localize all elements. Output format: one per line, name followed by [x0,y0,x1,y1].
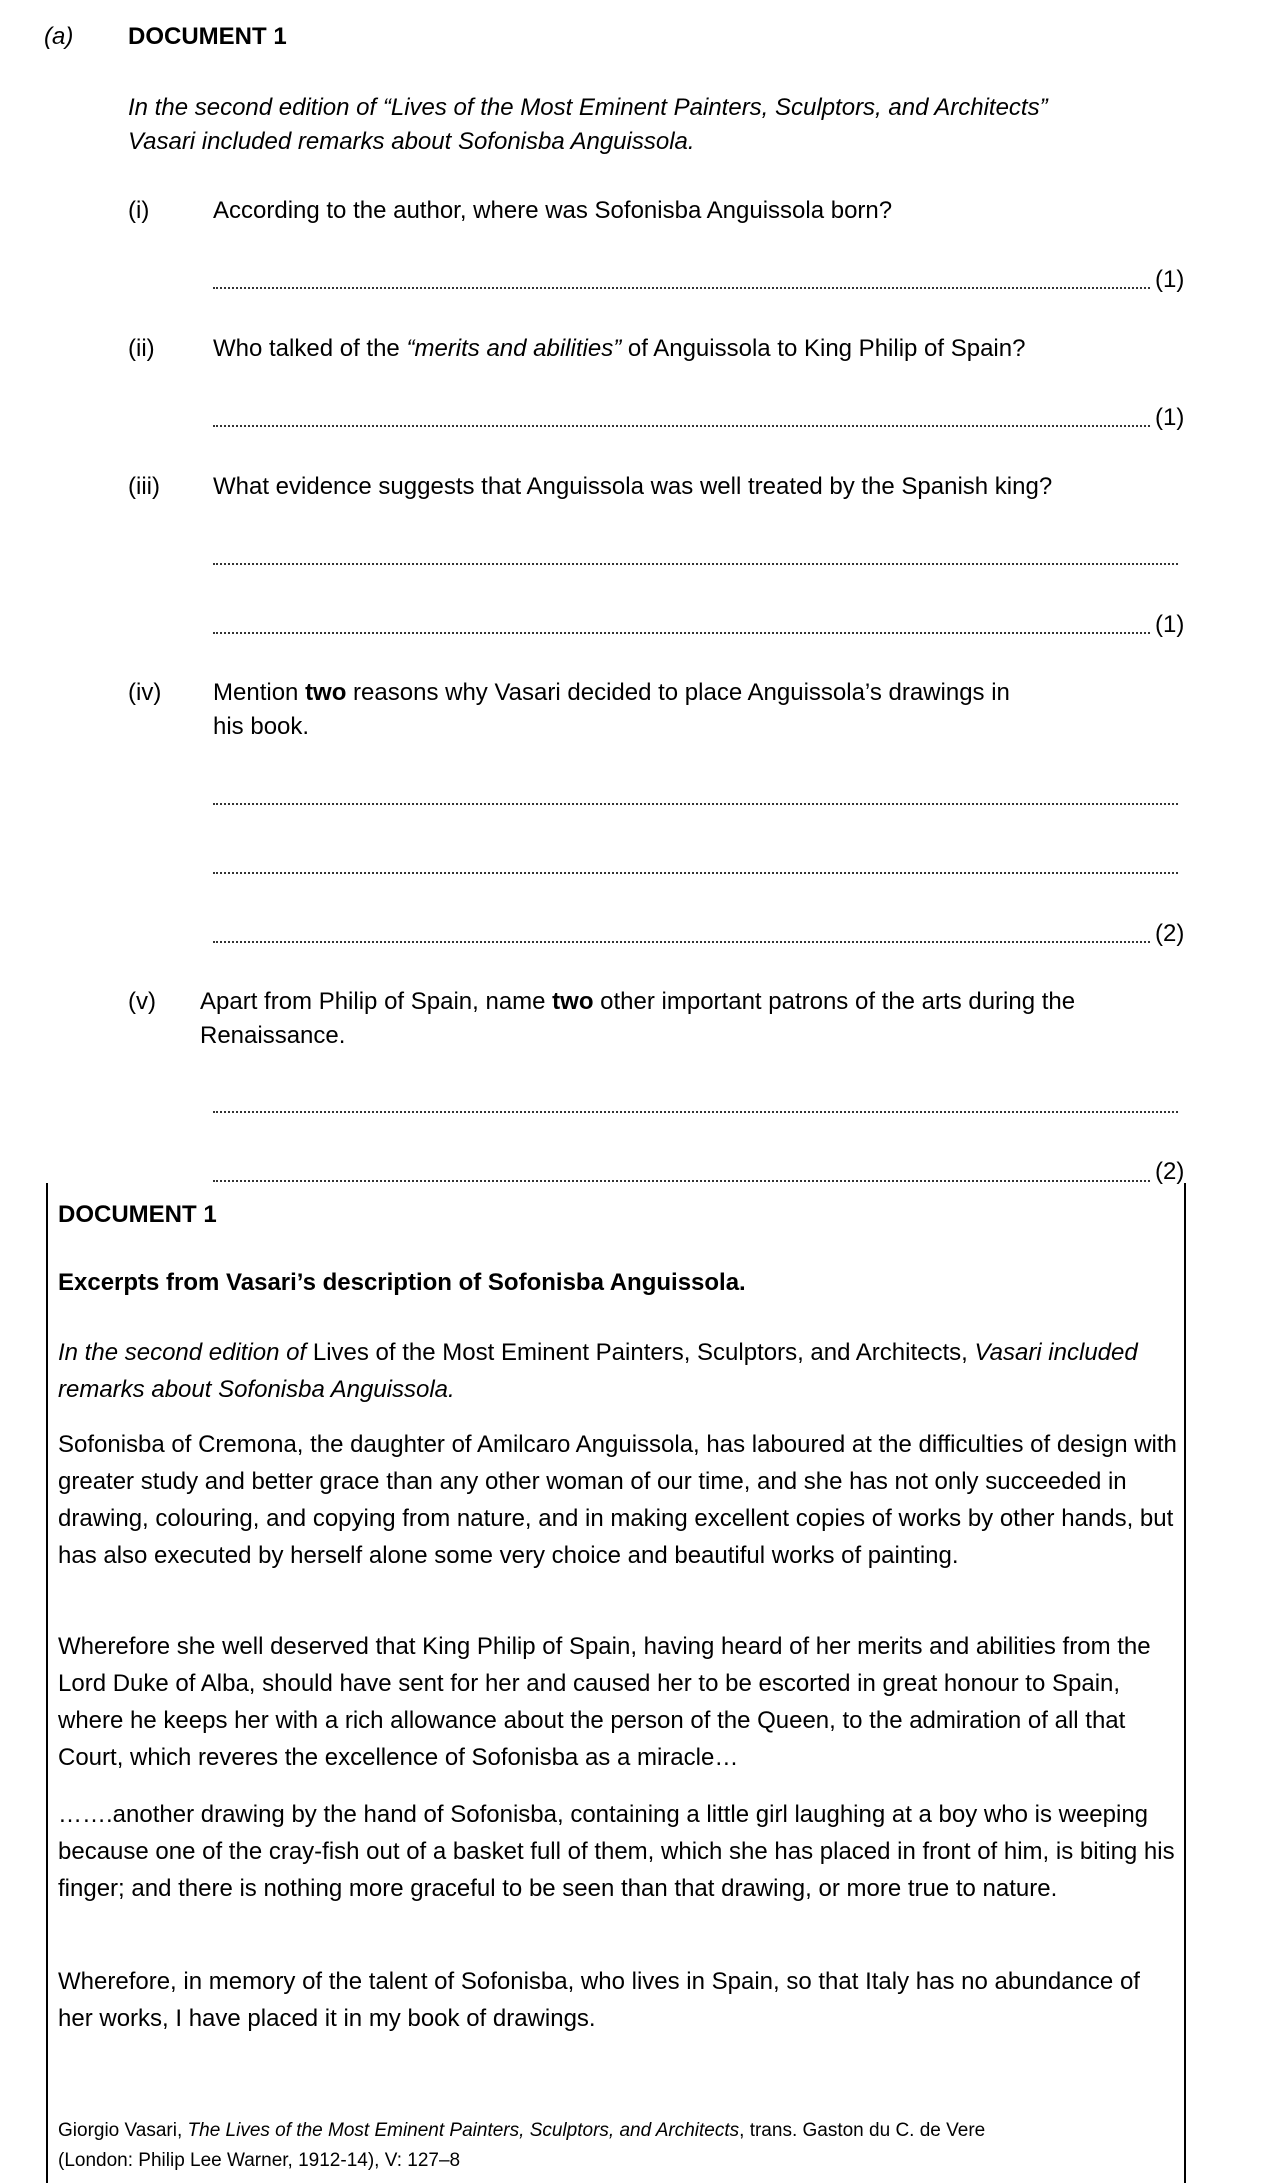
document-heading: DOCUMENT 1 [58,1201,217,1228]
question-text: According to the author, where was Sofonisba Anguissola born? [213,197,893,224]
answer-line[interactable] [213,1180,1150,1182]
question-text-line2: his book. [213,713,310,740]
mark-allocation: (1) [1155,266,1185,293]
answer-line[interactable] [213,941,1150,943]
document-paragraph-3: …….another drawing by the hand of Sofonisba, containing a little girl laughing at a boy who is weeping because one of the cray-fish out of a basket full of them, which she has placed in front of him, is biting his finger; and there is nothing more graceful to be seen than that drawing, or more true to nature. [58,1801,1175,1902]
document-citation-line2: (London: Philip Lee Warner, 1912-14), V: 127–8 [58,2150,461,2171]
question-number: (iv) [128,679,162,706]
mark-allocation: (2) [1155,920,1185,947]
questions-intro-line2: Vasari included remarks about Sofonisba Anguissola. [128,128,695,155]
answer-line[interactable] [213,632,1150,634]
mark-allocation: (1) [1155,611,1185,638]
question-number: (ii) [128,335,155,362]
question-number: (i) [128,197,150,224]
document-subheading: Excerpts from Vasari’s description of Sofonisba Anguissola. [58,1269,746,1296]
questions-intro-line1: In the second edition of “Lives of the Most Eminent Painters, Sculptors, and Architects” [128,94,1048,121]
question-text: Apart from Philip of Spain, name two other important patrons of the arts during the [200,988,1076,1015]
document-paragraph-4: Wherefore, in memory of the talent of Sofonisba, who lives in Spain, so that Italy has no abundance of her works, I have placed it in my book of drawings. [58,1968,1140,2032]
question-text: Mention two reasons why Vasari decided to place Anguissola’s drawings in [213,679,1010,706]
answer-line[interactable] [213,803,1178,805]
document-paragraph-1: Sofonisba of Cremona, the daughter of Amilcaro Anguissola, has laboured at the difficulties of design with greater study and better grace than any other woman of our time, and she has not only succeeded in drawing, colouring, and copying from nature, and in making excellent copies of works by other hands, but has also executed by herself alone some very choice and beautiful works of painting. [58,1431,1177,1569]
answer-line[interactable] [213,872,1178,874]
question-number: (iii) [128,473,160,500]
document-paragraph-2: Wherefore she well deserved that King Philip of Spain, having heard of her merits and abilities from the Lord Duke of Alba, should have sent for her and caused her to be escorted in great honour to Spain, where he keeps her with a rich allowance about the person of the Queen, to the admiration of all that Court, which reveres the excellence of Sofonisba as a miracle… [58,1633,1151,1771]
answer-line[interactable] [213,1111,1178,1113]
questions-heading: DOCUMENT 1 [128,23,287,50]
question-text: What evidence suggests that Anguissola was well treated by the Spanish king? [213,473,1053,500]
mark-allocation: (1) [1155,404,1185,431]
question-number: (v) [128,988,156,1015]
question-text-line2: Renaissance. [200,1022,346,1049]
question-text: Who talked of the “merits and abilities” of Anguissola to King Philip of Spain? [213,335,1026,362]
answer-line[interactable] [213,425,1150,427]
answer-line[interactable] [213,563,1178,565]
answer-line[interactable] [213,287,1150,289]
document-intro: In the second edition of Lives of the Most Eminent Painters, Sculptors, and Architects, Vasari included remarks about Sofonisba Anguissola. [58,1339,1138,1403]
mark-allocation: (2) [1155,1158,1185,1185]
part-label: (a) [44,23,74,50]
document-citation: Giorgio Vasari, The Lives of the Most Eminent Painters, Sculptors, and Architects, trans. Gaston du C. de Vere [58,2120,986,2141]
